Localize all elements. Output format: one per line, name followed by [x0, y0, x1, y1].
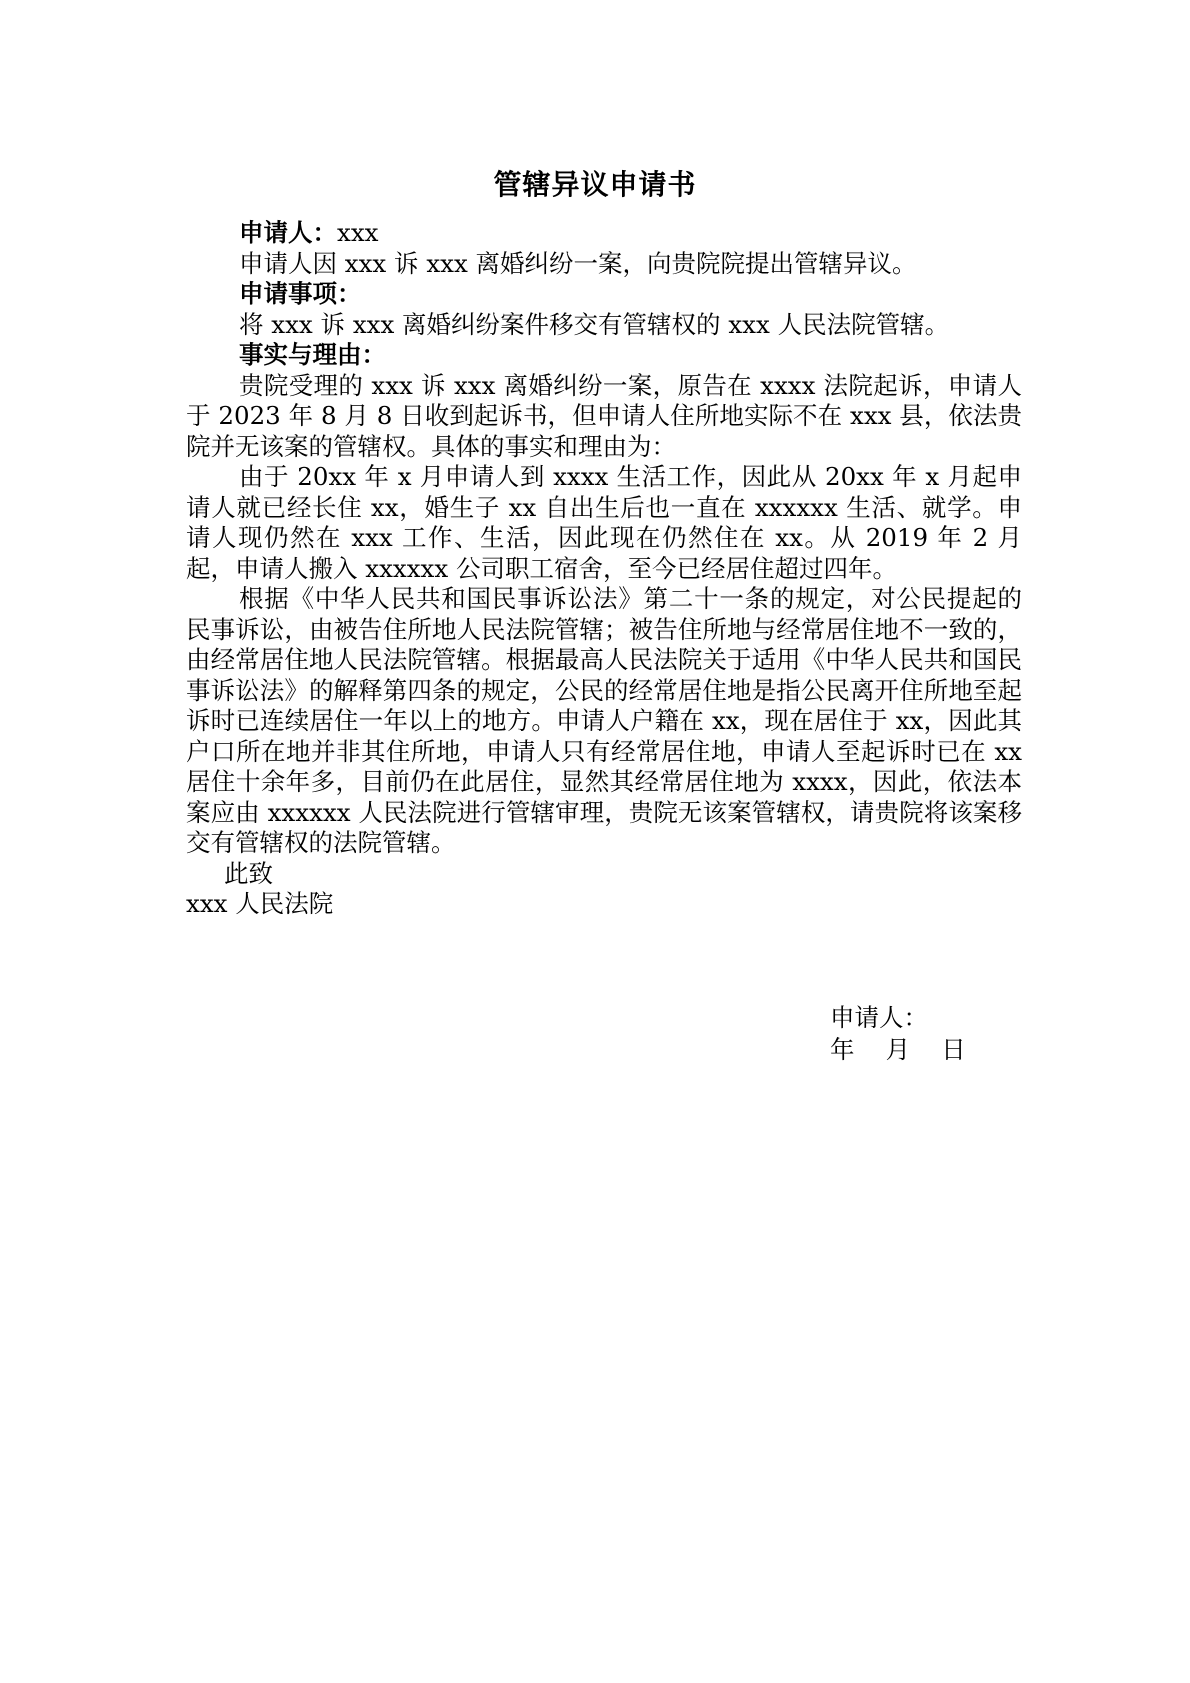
closing-line: 此致 — [224, 858, 273, 888]
request-paragraph: 将 xxx 诉 xxx 离婚纠纷案件移交有管辖权的 xxx 人民法院管辖。 — [239, 309, 950, 339]
request-heading — [186, 279, 1022, 310]
court-line: xxx 人民法院 — [186, 889, 334, 918]
intro-paragraph: 申请人因 xxx 诉 xxx 离婚纠纷一案，向贵院院提出管辖异议。 — [239, 248, 917, 278]
facts-paragraph-3: 根据《中华人民共和国民事诉讼法》第二十一条的规定，对公民提起的民事诉讼，由被告住所地人民法院管辖；被告住所地与经常居住地不一致的，由经常居住地人民法院管辖。根据最高人民法院关于适用《中华人民共和国民事诉讼法》的解释第四条的规定，公民的经常居住地是指公民离开住所地至起诉时已连续居住一年以上的地方。申请人户籍在 xx，现在居住于 xx，因此其户口所在地并非其住所地，申请人只有经常居住地，申请人至起诉时已在 xx 居住十余年多，目前仍在此居住，显然其经常居住地为 xxxx，因此，依法本案应由 xxxxxx 人民法院进行管辖审理，贵院无该案管辖权，请贵院将该案移交有管辖权的法院管辖。 — [186, 584, 1022, 857]
document-body — [186, 218, 1022, 920]
facts-heading — [186, 340, 1022, 371]
applicant-label: 申请人： — [239, 218, 337, 247]
facts-paragraph-2: 由于 20xx 年 x 月申请人到 xxxx 生活工作，因此从 20xx 年 x 月起申请人就已经长住 xx，婚生子 xx 自出生后也一直在 xxxxxx 生活、就学。申请人现仍然在 xxx 工作、生活，因此现在仍然住在 xx。从 2019 年 2 月起，申请人搬入 xxxxxx 公司职工宿舍，至今已经居住超过四年。 — [186, 462, 1022, 583]
signature-block — [830, 1002, 966, 1066]
document-title: 管辖异议申请书 — [493, 168, 697, 201]
applicant-value: xxx — [337, 218, 379, 247]
facts-paragraph-1: 贵院受理的 xxx 诉 xxx 离婚纠纷一案，原告在 xxxx 法院起诉，申请人于 2023 年 8 月 8 日收到起诉书，但申请人住所地实际不在 xxx 县，依法贵院并无该案的管辖权。具体的事实和理由为： — [186, 370, 1022, 461]
facts-label: 事实与理由： — [239, 340, 386, 369]
signature-applicant: 申请人： — [830, 1003, 928, 1032]
signature-date: 年 月 日 — [830, 1035, 966, 1064]
applicant-line — [186, 218, 1022, 249]
request-label: 申请事项： — [239, 279, 362, 308]
